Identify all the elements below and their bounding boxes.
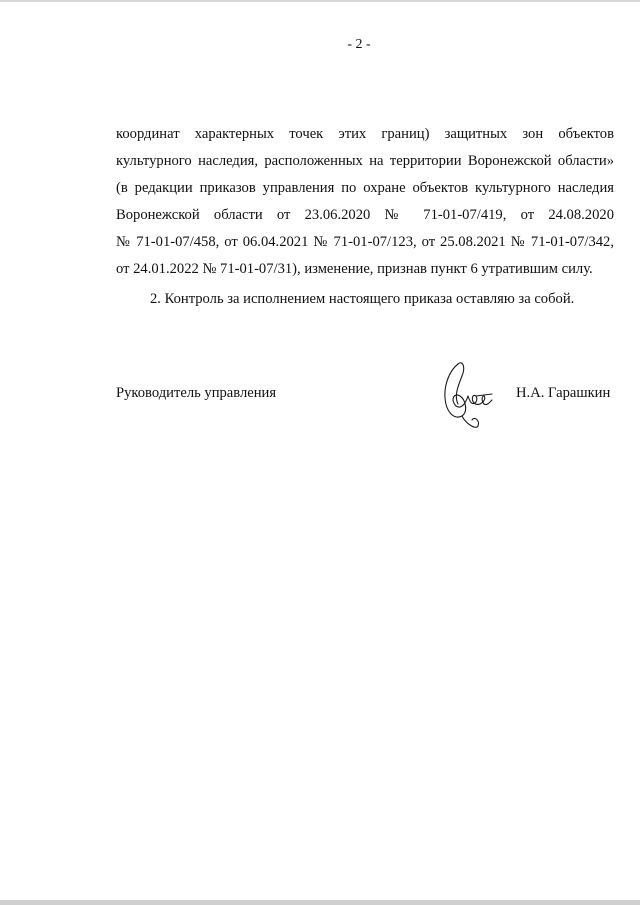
top-scan-edge — [0, 0, 640, 2]
paragraph1-line: № 71-01-07/458, от 06.04.2021 № 71-01-07/123, от 25.08.2021 № 71-01-07/342, — [116, 234, 614, 250]
paragraph1-line: Воронежской области от 23.06.2020 № 71-01-07/419, от 24.08.2020 — [116, 207, 614, 223]
paragraph1-line: координат характерных точек этих границ) защитных зон объектов — [116, 126, 614, 142]
paragraph1-line: культурного наследия, расположенных на территории Воронежской области» — [116, 153, 614, 169]
page-number: - 2 - — [347, 37, 371, 52]
bottom-scan-edge — [0, 900, 640, 905]
paragraph1-line: от 24.01.2022 № 71-01-07/31), изменение, признав пункт 6 утратившим силу. — [116, 261, 593, 277]
order-body — [116, 121, 614, 313]
signer-name: Н.А. Гарашкин — [516, 385, 611, 401]
signer-position: Руководитель управления — [116, 385, 277, 401]
paragraph1-line: (в редакции приказов управления по охране объектов культурного наследия — [116, 180, 614, 196]
handwritten-signature — [436, 356, 504, 438]
paragraph2: 2. Контроль за исполнением настоящего приказа оставляю за собой. — [150, 291, 575, 307]
